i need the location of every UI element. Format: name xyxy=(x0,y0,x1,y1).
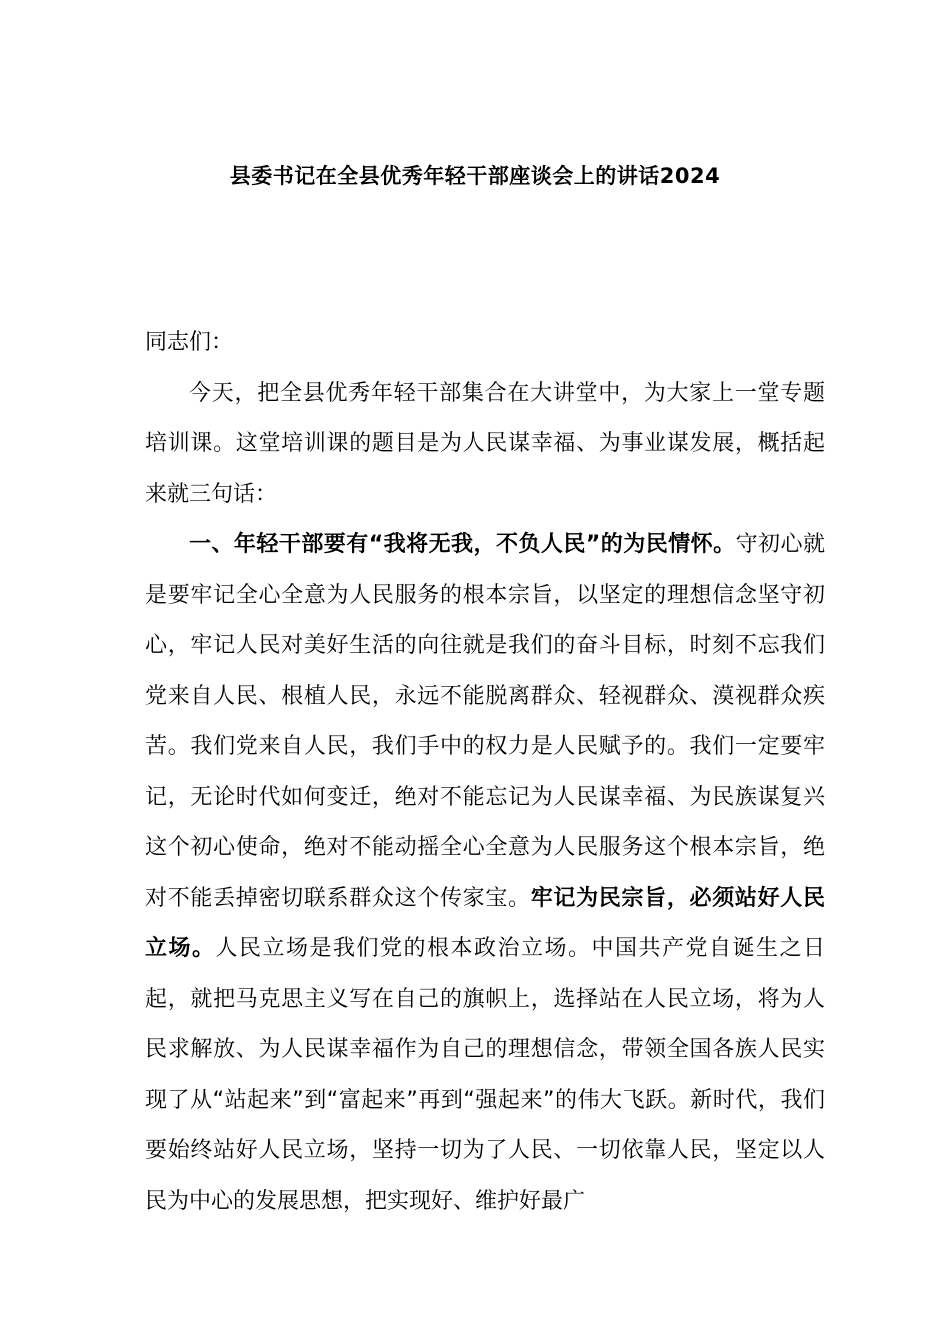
paragraph-text: 守初心就是要牢记全心全意为人民服务的根本宗旨，以坚定的理想信念坚守初心，牢记人民对美好生活的向往就是我们的奋斗目标，时刻不忘我们党来自人民、根植人民，永远不能脱离群众、轻视群众、漠视群众疾苦。我们党来自人民，我们手中的权力是人民赋予的。我们一定要牢记，无论时代如何变迁，绝对不能忘记为人民谋幸福、为民族谋复兴这个初心使命，绝对不能动摇全心全意为人民服务这个根本宗旨，绝对不能丢掉密切联系群众这个传家宝。 xyxy=(145,532,825,911)
document-body xyxy=(145,318,825,1227)
salutation: 同志们： xyxy=(145,330,234,355)
paragraph-intro: 今天，把全县优秀年轻干部集合在大讲堂中，为大家上一堂专题培训课。这堂培训课的题目是为人民谋幸福、为事业谋发展，概括起来就三句话： xyxy=(145,380,825,507)
section-heading: 一、年轻干部要有“我将无我，不负人民”的为民情怀。 xyxy=(189,532,736,557)
paragraph-text: 人民立场是我们党的根本政治立场。中国共产党自诞生之日起，就把马克思主义写在自己的旗帜上，选择站在人民立场，将为人民求解放、为人民谋幸福作为自己的理想信念，带领全国各族人民实现了从“站起来”到“富起来”再到“强起来”的伟大飞跃。新时代，我们要始终站好人民立场，坚持一切为了人民、一切依靠人民，坚定以人民为中心的发展思想，把实现好、维护好最广 xyxy=(145,936,825,1214)
bold-statement: 牢记为民宗旨，必须站好人民立场。 xyxy=(145,885,825,961)
document-title: 县委书记在全县优秀年轻干部座谈会上的讲话2024 xyxy=(229,164,721,188)
paragraph-section-one xyxy=(145,520,825,1227)
